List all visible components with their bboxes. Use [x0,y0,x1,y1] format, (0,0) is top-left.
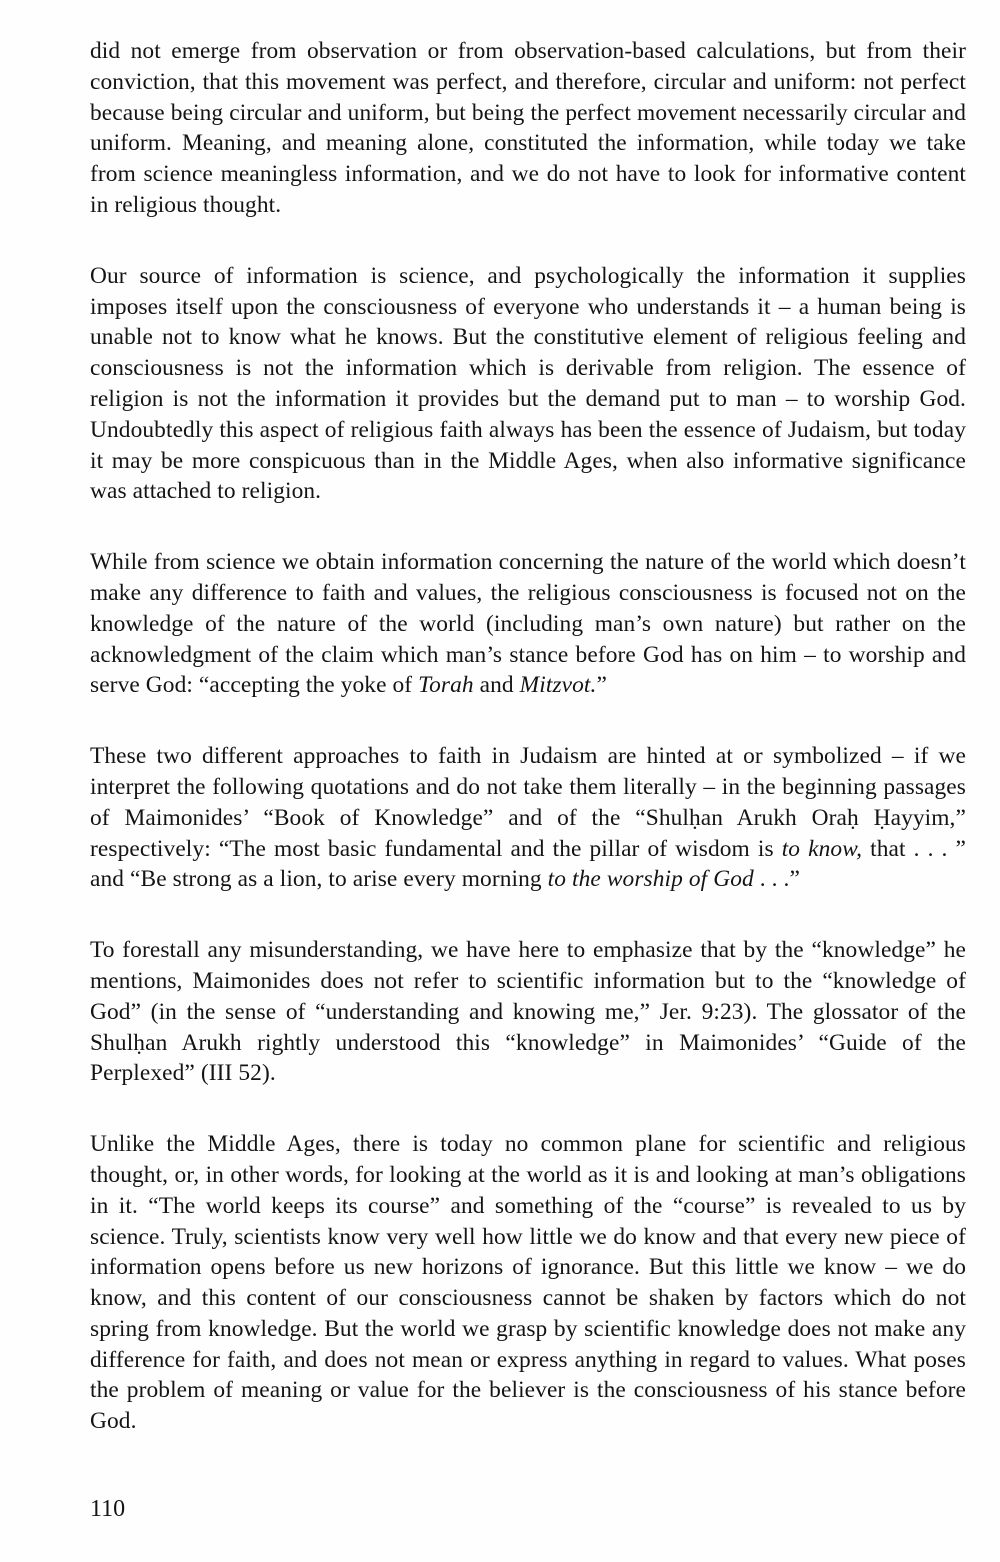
italic-worship-of-god: to the worship of God [547,866,754,893]
paragraph-3-closing-quote: ” [596,672,607,699]
paragraph-2 [90,261,966,507]
paragraph-5-text: To forestall any misunderstanding, we have here to emphasize that by the “knowledge” he mentions, Maimonides does not refer to scientific information but to the “knowledge of God” (in the sense of “understanding and knowing me,” Jer. 9:23). The glossator of the Shulḥan Arukh rightly understood this “knowledge” in Maimonides’ “Guide of the Perplexed” (III 52). [90,937,966,1087]
paragraph-1-text: did not emerge from observation or from observation-based calculations, but from their conviction, that this movement was perfect, and therefore, circular and uniform: not perfect because being circular and uniform, but being the perfect movement necessarily circular and uniform. Meaning, and meaning alone, constituted the information, while today we take from science meaningless information, and we do not have to look for informative content in religious thought. [90,38,966,218]
paragraph-3 [90,547,966,701]
paragraph-3-text: While from science we obtain information concerning the nature of the world which doesn’t make any difference to faith and values, the religious consciousness is focused not on the knowledge of the nature of the world (including man’s own nature) but rather on the acknowledgment of the claim which man’s stance before God has on him – to worship and serve God: “accepting the yoke of [90,549,966,699]
italic-torah: Torah [418,672,474,699]
paragraph-4-text-end: . . .” [753,866,800,893]
italic-to-know: to know, [781,835,863,862]
italic-mitzvot: Mitzvot. [519,672,597,699]
paragraph-4 [90,741,966,895]
paragraph-3-text-and: and [473,672,520,699]
text-column [90,36,966,1477]
paragraph-2-text: Our source of information is science, and psychologically the information it supplies imposes itself upon the consciousness of everyone who understands it – a human being is unable not to know what he knows. But the constitutive element of religious feeling and consciousness is not the information which is derivable from religion. The essence of religion is not the information it provides but the demand put to man – to worship God. Undoubtedly this aspect of religious faith always has been the essence of Judaism, but today it may be more conspicuous than in the Middle Ages, when also informative significance was attached to religion. [90,262,966,505]
paragraph-6-text: Unlike the Middle Ages, there is today no common plane for scientific and religious thought, or, in other words, for looking at the world as it is and looking at man’s obligations in it. “The world keeps its course” and something of the “course” is revealed to us by science. Truly, scientists know very well how little we do know and that every new piece of information opens before us new horizons of ignorance. But this little we know – we do know, and this content of our consciousness cannot be shaken by factors which do not spring from knowledge. But the world we grasp by scientific knowledge does not make any difference for faith, and does not mean or express anything in regard to values. What poses the problem of meaning or value for the believer is the consciousness of his stance before God. [90,1131,966,1435]
paragraph-5 [90,935,966,1089]
paragraph-4-text-middle: that . . . ” and “Be strong as a lion, to arise every morning [90,835,967,893]
page-number: 110 [90,1496,126,1522]
paragraph-4-text: These two different approaches to faith in Judaism are hinted at or symbolized – if we interpret the following quotations and do not take them literally – in the beginning passages of Maimonides’ “Book of Knowledge” and of the “Shulḥan Arukh Oraḥ Ḥayyim,” respectively: “The most basic fundamental and the pillar of wisdom is [90,743,966,862]
paragraph-6 [90,1129,966,1437]
paragraph-1 [90,36,966,221]
